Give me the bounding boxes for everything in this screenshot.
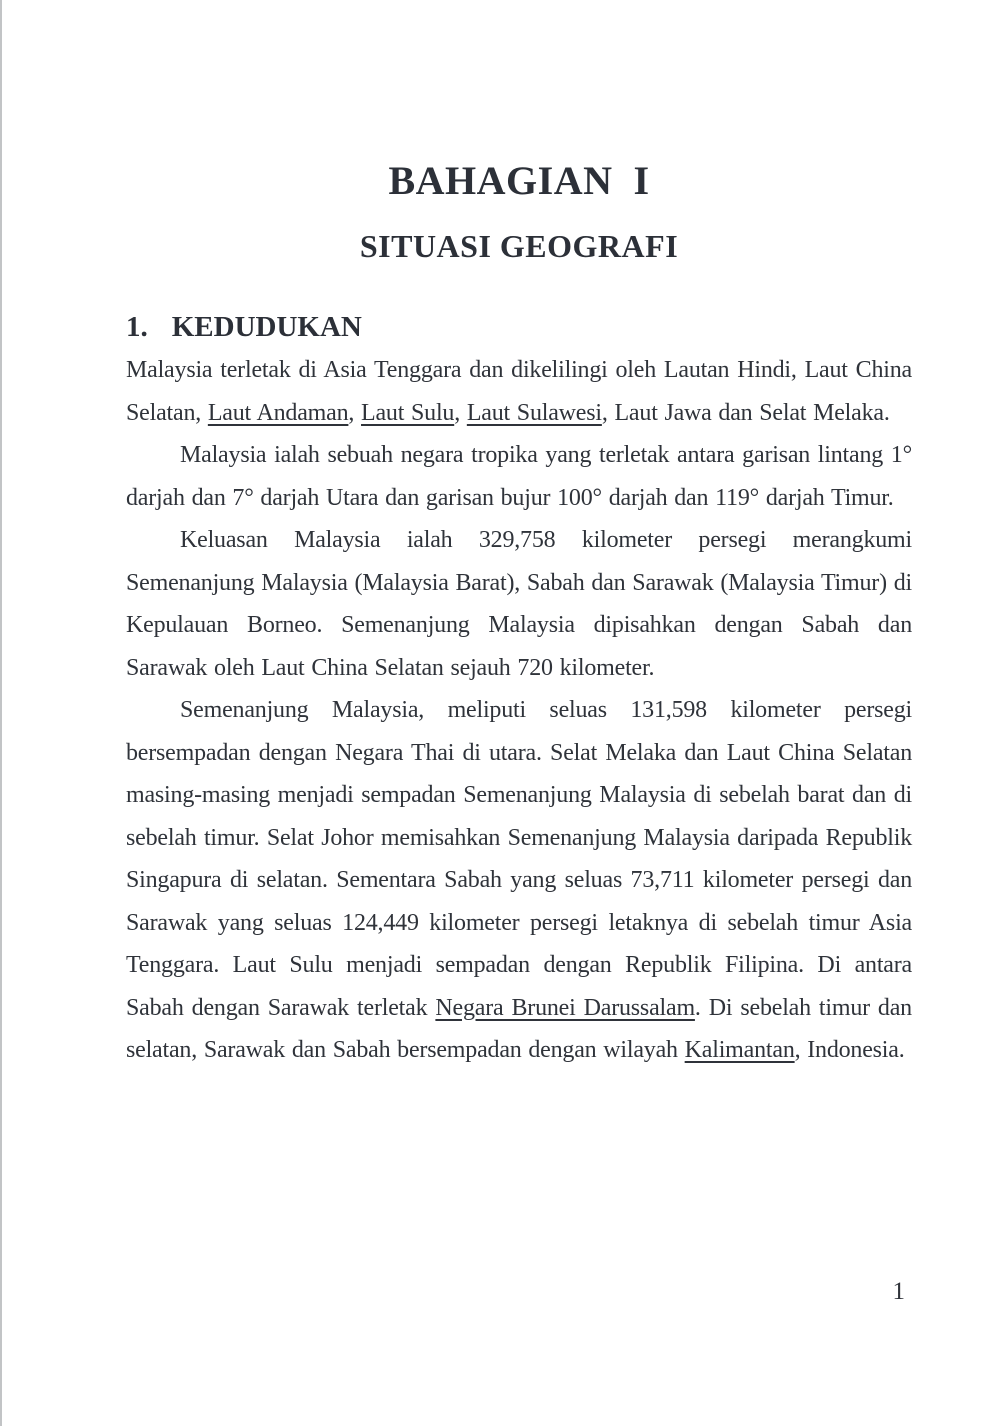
section-heading [126,308,912,346]
section-number: 1. [126,311,148,343]
underlined-term-brunei-darussalam: Negara Brunei Darussalam [435,994,695,1021]
underlined-term-laut-andaman: Laut Andaman [207,399,349,426]
underlined-term-kalimantan: Kalimantan [684,1037,795,1063]
page-title: BAHAGIAN I [388,158,650,203]
text-run: Malaysia terletak di Asia Tenggara dan dikelilingi oleh Lautan Hindi, Laut China Selatan, [126,357,912,426]
text-run: . Di sebelah timur dan selatan, Sarawak dan Sabah bersempadan dengan wilayah [126,994,912,1063]
paragraph-kedudukan-3: Keluasan Malaysia ialah 329,758 kilometer persegi merangkumi Semenanjung Malaysia (Malaysia Barat), Sabah dan Sarawak (Malaysia Timur) di Kepulauan Borneo. Semenanjung Malaysia dipisahkan dengan Sabah dan Sarawak oleh Laut China Selatan sejauh 720 kilometer. [126,527,912,681]
page-subtitle: SITUASI GEOGRAFI [359,228,679,264]
paragraph-kedudukan-4 [126,689,912,1072]
text-run: , Laut Jawa dan Selat Melaka. [601,399,890,426]
section-title: KEDUDUKAN [171,311,362,343]
underlined-term-laut-sulu: Laut Sulu [361,399,455,426]
text-run: , [454,399,467,426]
text-run: , Indonesia. [794,1037,905,1063]
text-run: Semenanjung Malaysia, meliputi seluas 131,598 kilometer persegi bersempadan dengan Negara Thai di utara. Selat Melaka dan Laut China Selatan masing-masing menjadi sempadan Semenanjung Malaysia di sebelah barat dan di sebelah timur. Selat Johor memisahkan Semenanjung Malaysia daripada Republik Singapura di selatan. Sementara Sabah yang seluas 73,711 kilometer persegi dan Sarawak yang seluas 124,449 kilometer persegi letaknya di sebelah timur Asia Tenggara. Laut Sulu menjadi sempadan dengan Republik Filipina. Di antara Sabah dengan Sarawak terletak [126,697,912,1021]
text-column [126,158,912,1072]
page-left-edge [0,0,2,1426]
paragraph-kedudukan-2: Malaysia ialah sebuah negara tropika yang terletak antara garisan lintang 1° darjah dan 7° darjah Utara dan garisan bujur 100° darjah dan 119° darjah Timur. [126,442,912,511]
underlined-term-laut-sulawesi: Laut Sulawesi [466,399,602,426]
paragraph-kedudukan-1 [126,349,912,434]
text-run: , [348,399,362,426]
page-number: 1 [892,1278,905,1305]
